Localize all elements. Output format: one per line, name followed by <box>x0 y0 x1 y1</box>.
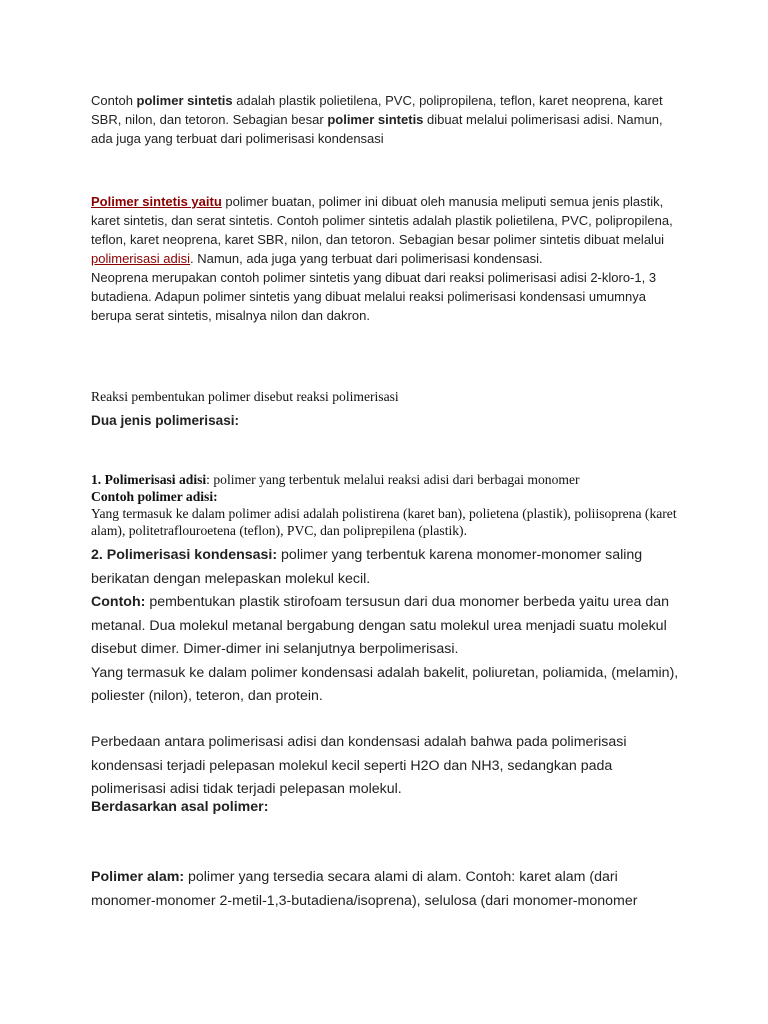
text-run: polimer yang terbentuk karena monomer-monomer saling berikatan dengan melepaskan molekul kecil. <box>91 547 643 587</box>
paragraph-polimerisasi-adisi <box>91 471 681 539</box>
heading-berdasarkan-asal-polimer: Berdasarkan asal polimer: <box>91 799 269 815</box>
text-run: Yang termasuk ke dalam polimer kondensasi adalah bakelit, poliuretan, poliamida, (melamin), poliester (nilon), teteron, dan protein. <box>91 664 679 704</box>
link-polimerisasi-adisi[interactable]: polimerisasi adisi <box>91 251 190 266</box>
paragraph-contoh-polimer-sintetis <box>91 91 681 148</box>
bold-term: 2. Polimerisasi kondensasi: <box>91 547 278 563</box>
bold-term: Contoh polimer adisi: <box>91 489 218 504</box>
text-run: . Namun, ada juga yang terbuat dari polimerisasi kondensasi. <box>189 251 543 266</box>
text-run: Contoh <box>91 93 137 108</box>
bold-term: Contoh: <box>91 594 146 610</box>
bold-term: Polimer alam: <box>91 869 185 885</box>
bold-term: 1. Polimerisasi adisi <box>91 472 207 487</box>
text-run: adalah plastik polietilena, PVC, polipropilena, teflon, karet neoprena, karet SBR, nilon, dan tetoron. Sebagian besar <box>91 93 663 127</box>
paragraph-polimerisasi-kondensasi <box>91 544 681 709</box>
text-run: polimer buatan, polimer ini dibuat oleh manusia meliputi semua jenis plastik, karet sintetis, dan serat sintetis. Contoh polimer sintetis adalah plastik polietilena, PVC, polipropilena, teflon, karet neoprena, karet SBR, nilon, dan tetoron. Sebagian besar polimer sintetis dibuat melalui <box>91 194 673 247</box>
text-run: dibuat melalui polimerisasi adisi. Namun, ada juga yang terbuat dari polimerisasi kondensasi <box>91 112 663 146</box>
bold-term: polimer sintetis <box>136 93 233 108</box>
text-run: : polimer yang terbentuk melalui reaksi adisi dari berbagai monomer <box>206 472 580 487</box>
paragraph-polimer-alam <box>91 866 681 913</box>
link-polimer-sintetis[interactable]: Polimer sintetis yaitu <box>91 194 222 209</box>
heading-dua-jenis-polimerisasi: Dua jenis polimerisasi: <box>91 413 240 428</box>
text-run: Neoprena merupakan contoh polimer sintetis yang dibuat dari reaksi polimerisasi adisi 2-kloro-1, 3 butadiena. Adapun polimer sintetis yang dibuat melalui reaksi polimerisasi kondensasi umumnya berupa serat sintetis, misalnya nilon dan dakron. <box>91 270 657 323</box>
paragraph-polimer-sintetis-definition <box>91 192 681 325</box>
text-run: polimer yang tersedia secara alami di alam. Contoh: karet alam (dari monomer-monomer 2-metil-1,3-butadiena/isoprena), selulosa (dari monomer-monomer <box>91 869 638 909</box>
bold-term: polimer sintetis <box>327 112 424 127</box>
text-run: pembentukan plastik stirofoam tersusun dari dua monomer berbeda yaitu urea dan metanal. Dua molekul metanal bergabung dengan satu molekul urea menjadi suatu molekul disebut dimer. Dimer-dimer ini selanjutnya berpolimerisasi. <box>91 594 670 657</box>
paragraph-reaksi-pembentukan: Reaksi pembentukan polimer disebut reaksi polimerisasi <box>91 389 399 404</box>
paragraph-perbedaan: Perbedaan antara polimerisasi adisi dan kondensasi adalah bahwa pada polimerisasi kondensasi terjadi pelepasan molekul kecil seperti H2O dan NH3, sedangkan pada polimerisasi adisi tidak terjadi pelepasan molekul. <box>91 734 627 797</box>
text-run: Yang termasuk ke dalam polimer adisi adalah polistirena (karet ban), polietena (plastik), poliisoprena (karet alam), politetraflouroetena (teflon), PVC, dan poliprepilena (plastik). <box>91 506 677 538</box>
